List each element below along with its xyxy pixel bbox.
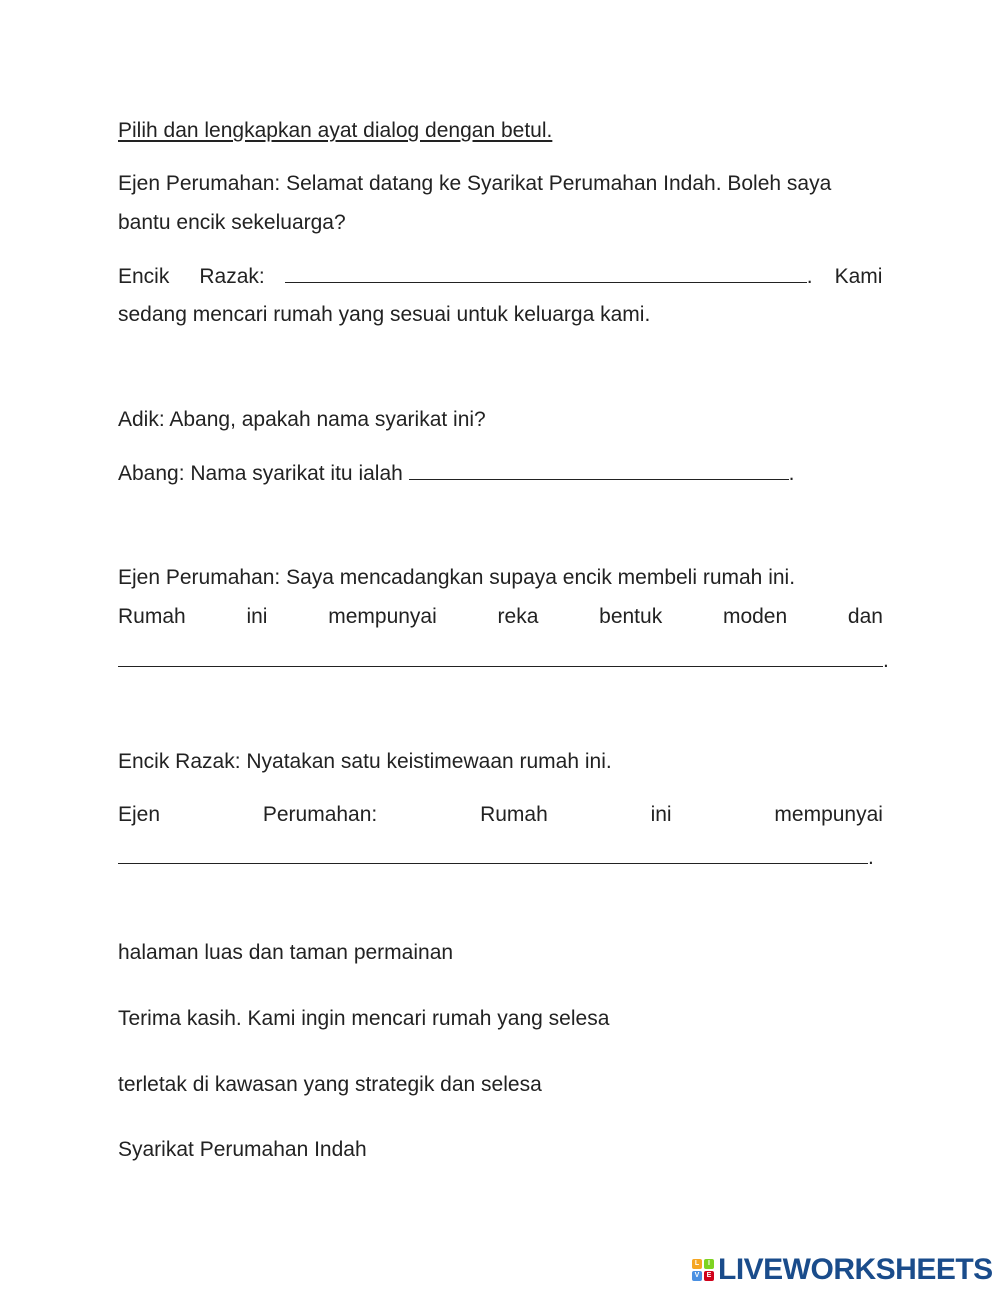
- dialog3-word: mempunyai: [328, 605, 437, 628]
- dialog3-line1: Ejen Perumahan: Saya mencadangkan supaya encik membeli rumah ini.: [118, 566, 796, 589]
- dialog3-word: ini: [246, 605, 268, 628]
- dialog3-word: Rumah: [118, 605, 186, 628]
- dialog1-speaker-label: Razak:: [199, 265, 265, 288]
- dialog3-line2: [118, 605, 883, 629]
- answer-blank-1[interactable]: [285, 264, 807, 283]
- dialog4-word: Perumahan:: [262, 803, 378, 826]
- instruction-line: [118, 119, 883, 143]
- logo-mark-cell: E: [704, 1271, 714, 1281]
- logo-text: LIVEWORKSHEETS: [718, 1253, 993, 1286]
- liveworksheets-logo: [692, 1255, 993, 1285]
- dialog4-line1: Encik Razak: Nyatakan satu keistimewaan rumah ini.: [118, 750, 612, 773]
- dialog4-word: Ejen: [118, 803, 161, 826]
- dialog1-line1: Ejen Perumahan: Selamat datang ke Syarikat Perumahan Indah. Boleh saya: [118, 172, 832, 195]
- instruction-text: Pilih dan lengkapkan ayat dialog dengan betul.: [118, 119, 553, 142]
- answer-option[interactable]: Terima kasih. Kami ingin mencari rumah yang selesa: [118, 1007, 610, 1030]
- dialog2-line2: [118, 461, 883, 486]
- dialog1-kami: Kami: [834, 265, 883, 288]
- dialog4-word: mempunyai: [774, 803, 883, 826]
- dialog4-suffix: .: [868, 846, 874, 869]
- dialog4-line3: [118, 845, 883, 870]
- dialog3-word: bentuk: [599, 605, 663, 628]
- dialog3-line3: [118, 648, 889, 673]
- logo-mark-cell: L: [692, 1259, 702, 1269]
- dialog3-suffix: .: [883, 649, 889, 672]
- dialog3-word: reka: [497, 605, 539, 628]
- dialog1-line2: bantu encik sekeluarga?: [118, 211, 346, 234]
- dialog1-speaker: Encik: [118, 265, 170, 288]
- answer-option[interactable]: Syarikat Perumahan Indah: [118, 1138, 367, 1161]
- answer-blank-2[interactable]: [409, 461, 789, 480]
- answer-blank-3[interactable]: [118, 648, 883, 667]
- logo-mark-cell: V: [692, 1271, 702, 1281]
- answer-blank-4[interactable]: [118, 845, 868, 864]
- dialog4-line2: [118, 803, 883, 827]
- dialog2-line1: Adik: Abang, apakah nama syarikat ini?: [118, 408, 486, 431]
- logo-mark-cell: I: [704, 1259, 714, 1269]
- dialog1-period: .: [806, 265, 813, 288]
- dialog3-word: dan: [847, 605, 883, 628]
- dialog3-word: moden: [722, 605, 788, 628]
- logo-mark-icon: [692, 1259, 714, 1281]
- answer-option[interactable]: halaman luas dan taman permainan: [118, 941, 454, 964]
- dialog1-line3: [118, 264, 883, 289]
- dialog2-suffix: .: [788, 462, 795, 485]
- dialog2-prefix: Abang: Nama syarikat itu ialah: [118, 462, 403, 485]
- dialog4-word: ini: [650, 803, 672, 826]
- answer-option[interactable]: terletak di kawasan yang strategik dan selesa: [118, 1073, 542, 1096]
- dialog4-word: Rumah: [480, 803, 548, 826]
- dialog1-line4: sedang mencari rumah yang sesuai untuk keluarga kami.: [118, 303, 651, 326]
